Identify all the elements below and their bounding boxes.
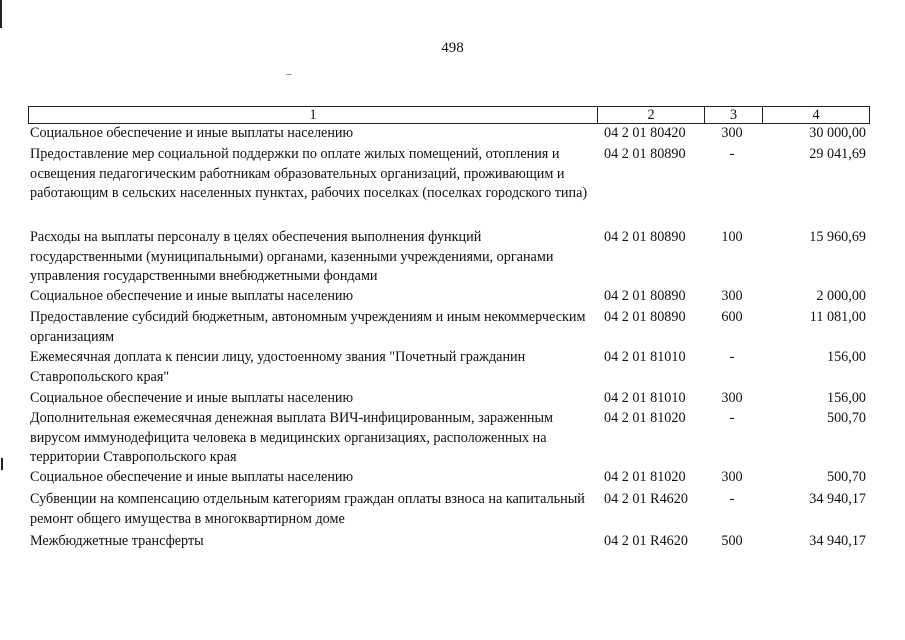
- scan-edge-line: [0, 0, 2, 28]
- row-type: 300: [721, 390, 743, 406]
- row-amount: 2 000,00: [816, 288, 866, 304]
- table-row: [28, 468, 870, 488]
- column-header-2: 2: [597, 107, 704, 123]
- row-type: 100: [721, 229, 743, 245]
- page-number: 498: [441, 40, 464, 56]
- row-amount: 500,70: [826, 410, 866, 426]
- row-code: 04 2 01 80420: [604, 125, 686, 141]
- row-type: -: [729, 410, 735, 426]
- table-row: [28, 490, 870, 529]
- row-amount: 500,70: [826, 469, 866, 485]
- row-name: Субвенции на компенсацию отдельным категориям граждан оплаты взноса на капитальный ремонт общего имущества в многоквартирном доме: [30, 491, 585, 527]
- table-row: [28, 287, 870, 307]
- row-name: Социальное обеспечение и иные выплаты населению: [30, 125, 354, 141]
- row-amount: 11 081,00: [809, 309, 866, 325]
- table-row: [28, 389, 870, 409]
- row-code: 04 2 01 80890: [604, 146, 686, 162]
- column-header-4: 4: [762, 107, 869, 123]
- row-code: 04 2 01 R4620: [604, 491, 688, 507]
- table-row: [28, 409, 870, 468]
- column-header-1: 1: [309, 107, 317, 123]
- row-amount: 34 940,17: [809, 533, 866, 549]
- row-name: Социальное обеспечение и иные выплаты населению: [30, 469, 354, 485]
- row-code: 04 2 01 81010: [604, 349, 686, 365]
- row-name: Социальное обеспечение и иные выплаты населению: [30, 288, 354, 304]
- budget-table: [28, 106, 870, 549]
- table-row: [28, 532, 870, 552]
- row-code: 04 2 01 80890: [604, 288, 686, 304]
- row-name: Расходы на выплаты персоналу в целях обеспечения выполнения функций государственными (муниципальными) органами, казенными учреждениями, органами управления государственными внебюджетными фондами: [30, 229, 554, 284]
- row-name: Социальное обеспечение и иные выплаты населению: [30, 390, 354, 406]
- row-amount: 15 960,69: [809, 229, 866, 245]
- row-type: 300: [721, 288, 743, 304]
- table-row: [28, 124, 870, 144]
- row-type: 600: [721, 309, 743, 325]
- row-code: 04 2 01 81020: [604, 410, 686, 426]
- row-amount: 34 940,17: [809, 491, 866, 507]
- row-code: 04 2 01 81010: [604, 390, 686, 406]
- row-code: 04 2 01 80890: [604, 309, 686, 325]
- row-code: 04 2 01 80890: [604, 229, 686, 245]
- row-code: 04 2 01 R4620: [604, 533, 688, 549]
- row-name: Предоставление мер социальной поддержки по оплате жилых помещений, отопления и освещения педагогическим работникам образовательных организаций, проживающим и работающим в сельских населенных пунктах, рабочих поселках (поселках городского типа): [30, 146, 588, 201]
- row-type: -: [729, 491, 735, 507]
- table-row: [28, 228, 870, 287]
- row-name: Межбюджетные трансферты: [30, 533, 204, 549]
- scan-edge-line: [1, 458, 3, 470]
- row-amount: 156,00: [826, 390, 866, 406]
- stray-mark: –: [286, 66, 292, 80]
- row-amount: 156,00: [826, 349, 866, 365]
- table-row: [28, 348, 870, 387]
- row-type: 300: [721, 469, 743, 485]
- row-code: 04 2 01 81020: [604, 469, 686, 485]
- row-type: -: [729, 146, 735, 162]
- row-amount: 30 000,00: [809, 125, 866, 141]
- row-type: 300: [721, 125, 743, 141]
- row-type: -: [729, 349, 735, 365]
- row-type: 500: [721, 533, 743, 549]
- row-name: Ежемесячная доплата к пенсии лицу, удостоенному звания "Почетный гражданин Ставропольского края": [30, 349, 526, 385]
- table-row: [28, 145, 870, 204]
- row-amount: 29 041,69: [809, 146, 866, 162]
- row-name: Дополнительная ежемесячная денежная выплата ВИЧ-инфицированным, зараженным вирусом иммунодефицита человека в медицинских организациях, расположенных на территории Ставропольского края: [30, 410, 554, 465]
- table-row: [28, 308, 870, 347]
- row-name: Предоставление субсидий бюджетным, автономным учреждениям и иным некоммерческим организациям: [30, 309, 586, 345]
- table-header-row: [28, 106, 870, 124]
- column-header-3: 3: [704, 107, 762, 123]
